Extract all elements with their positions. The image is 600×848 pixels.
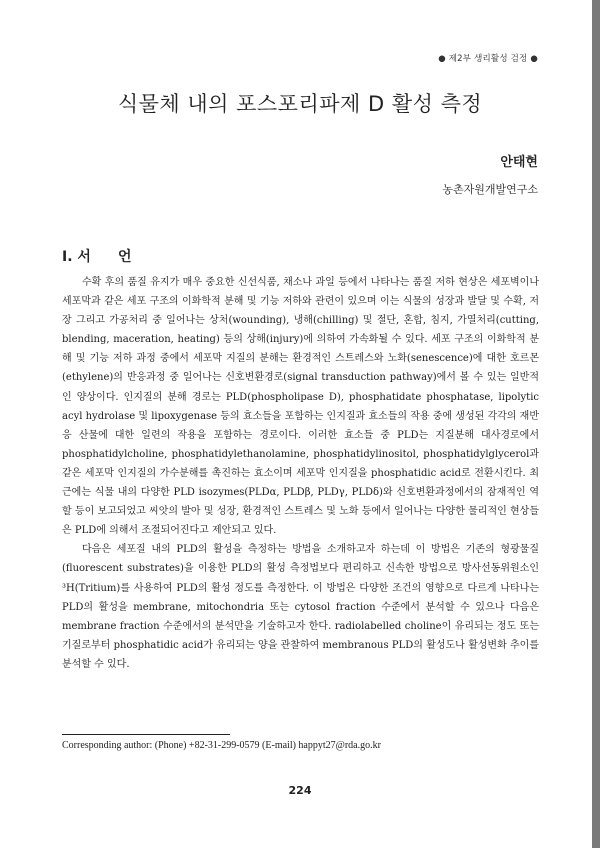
page-number: 224 bbox=[288, 784, 312, 797]
section-number: I. 서 bbox=[62, 249, 91, 265]
section-title: 언 bbox=[118, 249, 132, 265]
footnote-rule bbox=[62, 734, 230, 735]
running-header: ● 제2부 생리활성 검정 ● bbox=[438, 54, 538, 64]
article-title: 식물체 내의 포스포리파제 D 활성 측정 bbox=[117, 92, 483, 116]
page-edge-bar bbox=[592, 0, 600, 848]
author-affiliation: 농촌자원개발연구소 bbox=[442, 183, 538, 196]
paragraph-2: 다음은 세포질 내의 PLD의 활성을 측정하는 방법을 소개하고자 하는데 이 방법은 기존의 형광물질(fluorescent substrates)을 이용한 PLD의 활성 측정법보다 편리하고 신속한 방법으로 방사선동위원소인 ³H(Tritium)를 사용하여 PLD의 활성 정도를 측정한다. 이 방법은 다양한 조건의 영향으로 다르게 나타나는 PLD의 활성을 membrane, mitochondria 또는 cytosol fraction 수준에서 분석할 수 있으나 다음은 membrane fraction 수준에서의 분석만을 기술하고자 한다. radiolabelled choline이 유리되는 정도 또는 기질로부터 phosphatidic acid가 유리되는 양을 관찰하여 membranous PLD의 활성도나 활성변화 추이를 분석할 수 있다. bbox=[62, 544, 539, 670]
author-name: 안태현 bbox=[500, 155, 538, 170]
body-text bbox=[62, 273, 539, 674]
section-heading bbox=[62, 246, 132, 266]
footnote: Corresponding author: (Phone) +82-31-299-0579 (E-mail) happyt27@rda.go.kr bbox=[62, 740, 381, 751]
paragraph-1: 수확 후의 품질 유지가 매우 중요한 신선식품, 채소나 과일 등에서 나타나는 품질 저하 현상은 세포벽이나 세포막과 같은 세포 구조의 이화학적 분해 및 기능 저하와 관련이 있으며 이는 식물의 성장과 발달 및 수확, 저장 그리고 가공처리 중 일어나는 상처(wounding), 냉해(chilling) 및 절단, 혼합, 침지, 가열처리(cutting, blending, maceration, heating) 등의 상해(injury)에 의하여 가속화될 수 있다. 세포 구조의 이화학적 분해 및 기능 저하 과정 중에서 세포막 지질의 분해는 환경적인 스트레스와 노화(senescence)에 대한 호르몬(ethylene)의 반응과정 중 일어나는 신호변환경로(signal transduction pathway)에서 볼 수 있는 일반적인 양상이다. 인지질의 분해 경로는 PLD(phospholipase D), phosphatidate phosphatase, lipolytic acyl hydrolase 및 lipoxygenase 등의 효소들을 포함하는 인지질과 효소들의 작용 중에 생성된 각각의 재반응 산물에 대한 일련의 작용을 포함하는 경로이다. 이러한 효소들 중 PLD는 지질분해 대사경로에서 phosphatidylcholine, phosphatidylethanolamine, phosphatidylinositol, phosphatidylglycerol과 같은 세포막 인지질의 가수분해를 촉진하는 효소이며 세포막 인지질을 phosphatidic acid로 전환시킨다. 최근에는 식물 내의 다양한 PLD isozymes(PLDα, PLDβ, PLDγ, PLDδ)와 신호변환과정에서의 잠재적인 역할 등이 보고되었고 씨앗의 발아 및 성장, 환경적인 스트레스 및 노화 등에서 일어나는 다양한 물리적인 현상들은 PLD에 의해서 조절되어진다고 제안되고 있다. bbox=[62, 277, 539, 537]
